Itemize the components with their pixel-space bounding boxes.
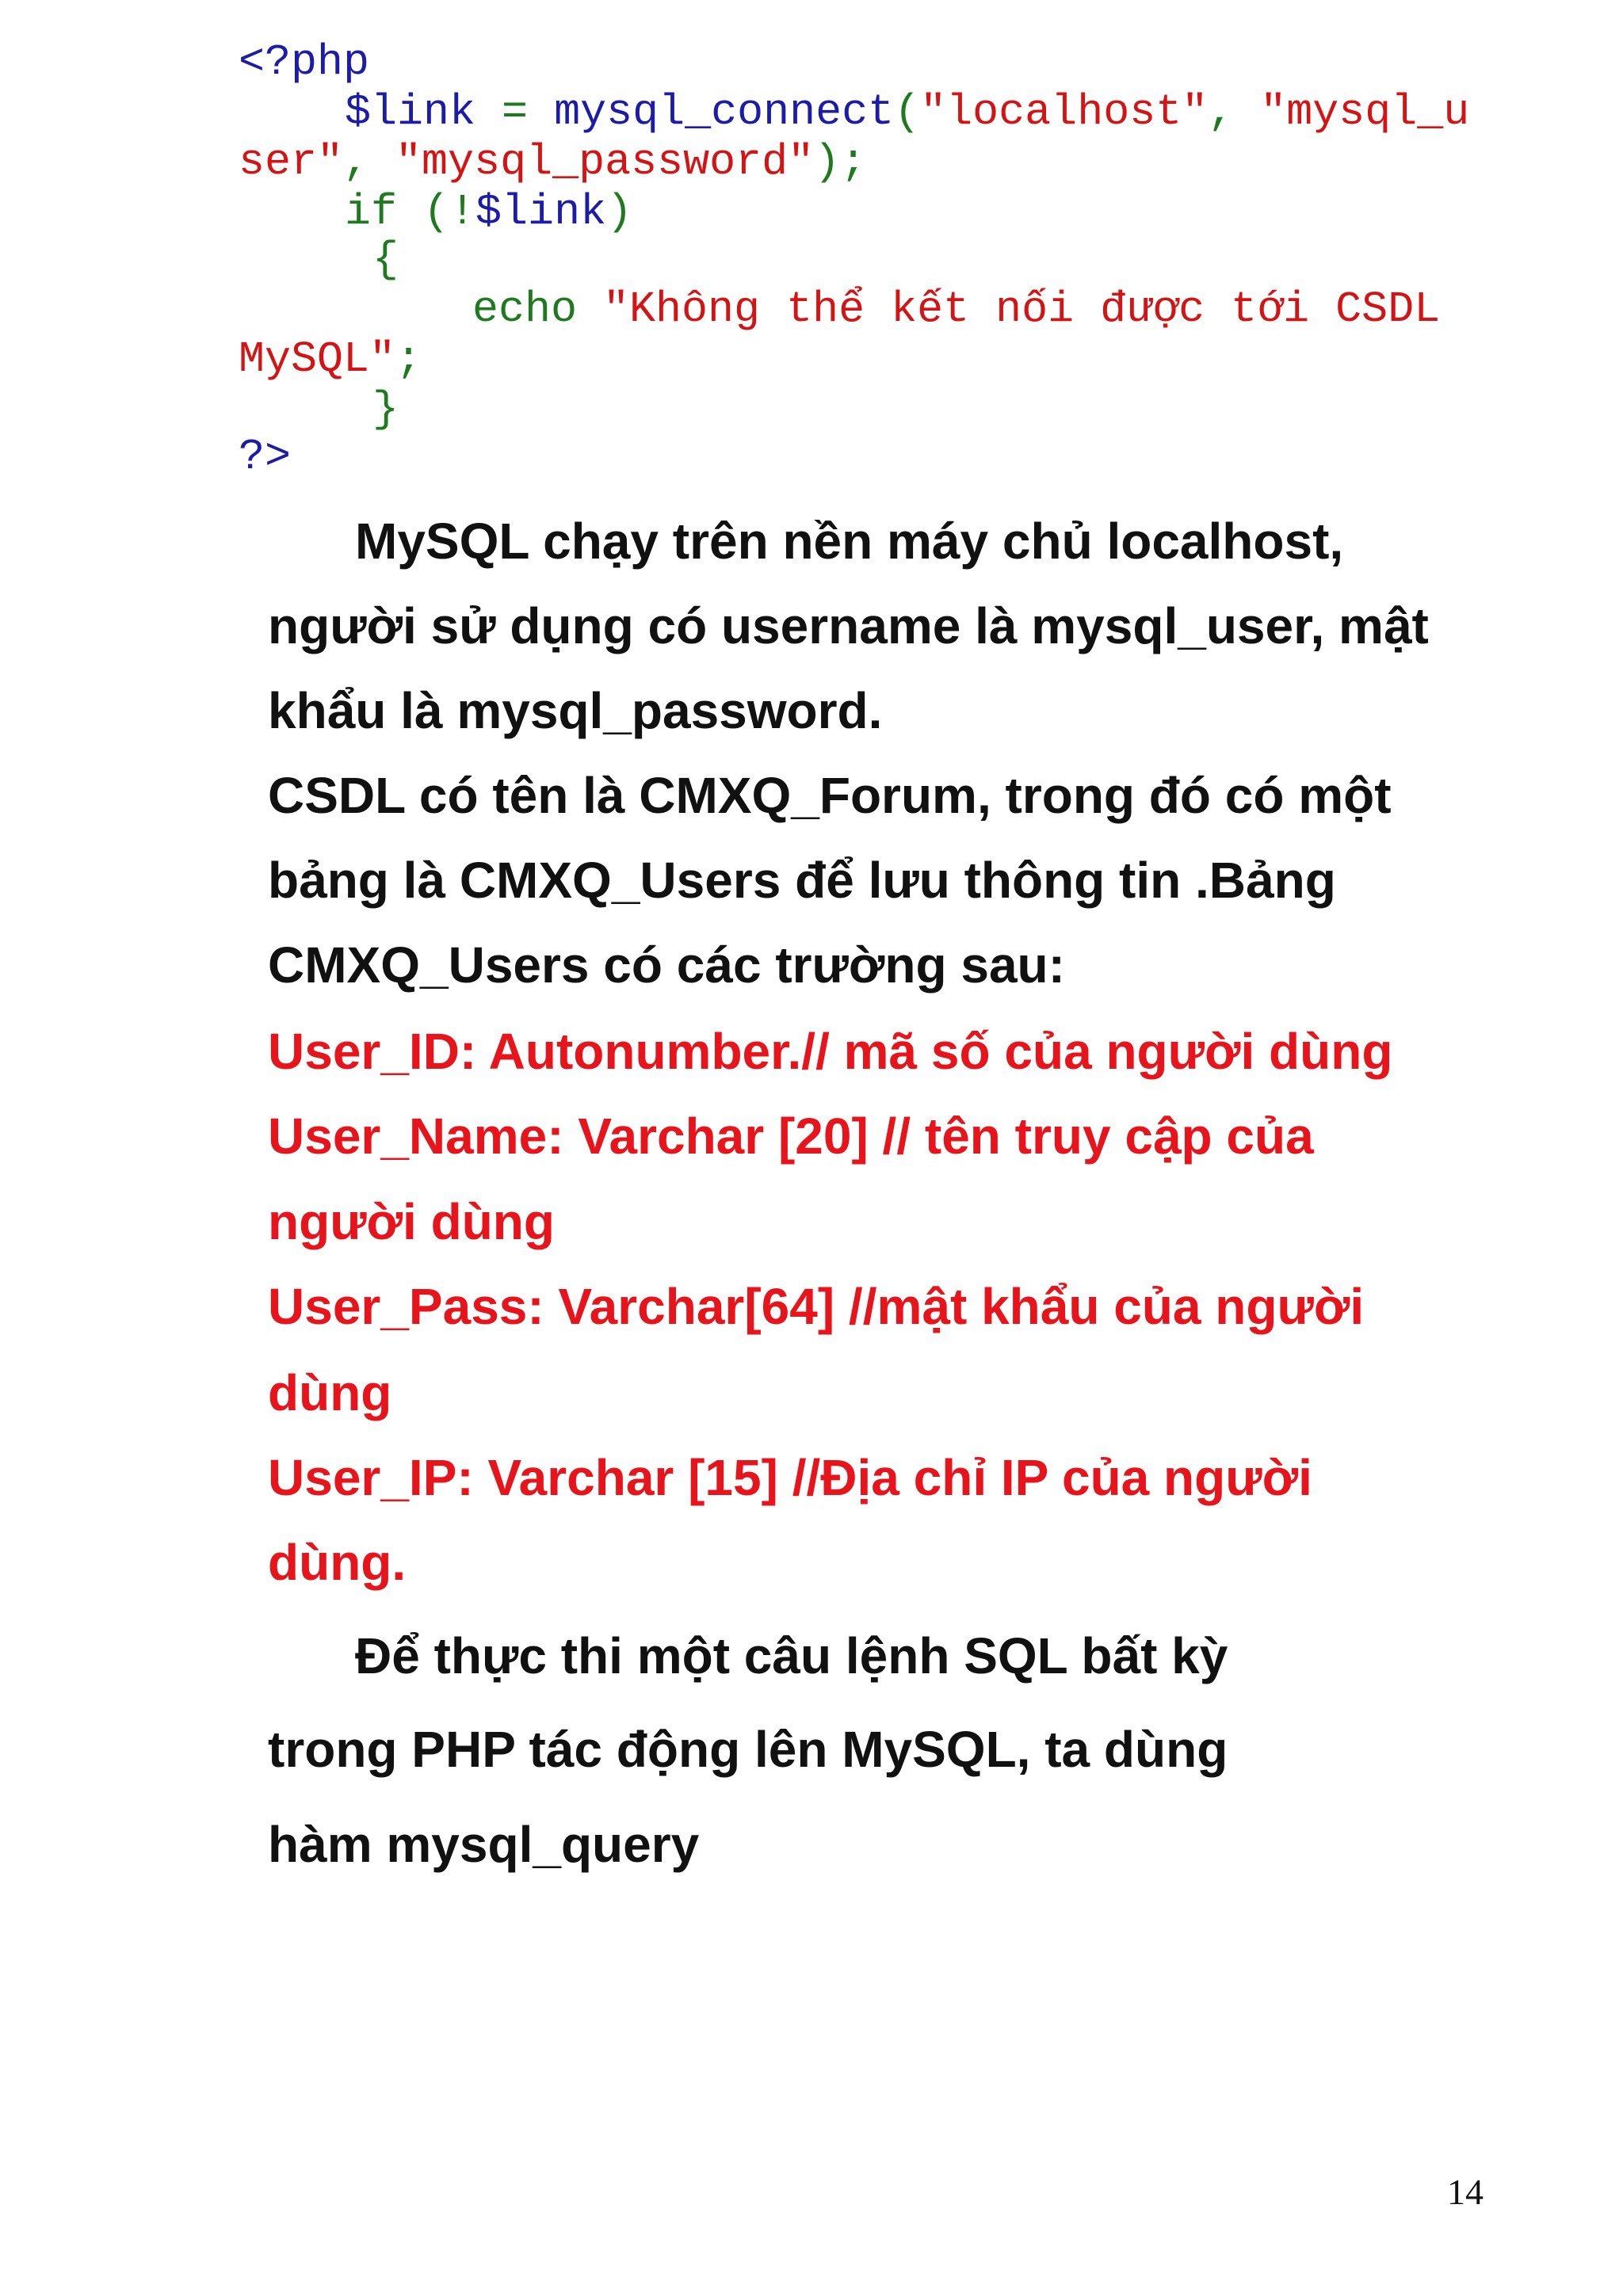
code-token: $link <box>475 187 607 237</box>
paragraph-line: khẩu là mysql_password. <box>268 682 883 739</box>
code-token: "Không thể kết nối được tới CSDL <box>603 284 1441 334</box>
code-line <box>239 433 291 482</box>
code-line <box>239 335 422 384</box>
field-definition-line: User_Pass: Varchar[64] //mật khẩu của người <box>268 1278 1365 1335</box>
code-token: echo <box>472 284 604 334</box>
code-line <box>472 285 1440 334</box>
paragraph-line: bảng là CMXQ_Users để lưu thông tin .Bảng <box>268 852 1336 909</box>
code-token: ?> <box>239 432 292 482</box>
code-token: "mysql_u <box>1260 87 1470 137</box>
field-definition-line: User_IP: Varchar [15] //Địa chỉ IP của người <box>268 1449 1312 1506</box>
code-token: if <box>345 187 424 237</box>
field-definition-line: người dùng <box>268 1193 555 1250</box>
code-token: = <box>475 87 555 137</box>
code-token: ); <box>814 137 867 187</box>
code-token: } <box>372 384 399 434</box>
code-token: ; <box>395 334 422 384</box>
code-token: { <box>372 235 399 284</box>
code-token: (! <box>423 187 476 237</box>
code-token: mysql_connect <box>554 87 895 137</box>
code-token: "localhost" <box>920 87 1209 137</box>
paragraph-line: MySQL chạy trên nền máy chủ localhost, <box>355 513 1344 570</box>
code-token: ser" <box>239 137 344 187</box>
code-token: MySQL" <box>239 334 396 384</box>
paragraph-line: CMXQ_Users có các trường sau: <box>268 936 1065 994</box>
code-token: <?php <box>239 37 370 87</box>
code-line <box>345 88 1469 137</box>
code-line <box>239 38 369 87</box>
field-definition-line: User_ID: Autonumber.// mã số của người dùng <box>268 1023 1393 1080</box>
paragraph-line: CSDL có tên là CMXQ_Forum, trong đó có một <box>268 767 1392 824</box>
code-line <box>345 188 632 237</box>
code-line <box>372 235 399 284</box>
code-token: , <box>1208 87 1261 137</box>
paragraph-line: Để thực thi một câu lệnh SQL bất kỳ <box>355 1627 1228 1684</box>
paragraph-line: hàm mysql_query <box>268 1816 700 1873</box>
code-token: $link <box>345 87 476 137</box>
code-token: ) <box>606 187 633 237</box>
code-token: ( <box>894 87 921 137</box>
code-token: , <box>343 137 396 187</box>
code-token: "mysql_password" <box>395 137 815 187</box>
code-line <box>239 138 866 187</box>
code-line <box>372 385 399 434</box>
field-definition-line: dùng. <box>268 1534 407 1591</box>
paragraph-line: trong PHP tác động lên MySQL, ta dùng <box>268 1721 1228 1778</box>
field-definition-line: dùng <box>268 1364 392 1421</box>
page-number: 14 <box>1447 2172 1484 2212</box>
paragraph-line: người sử dụng có username là mysql_user, mật <box>268 597 1429 654</box>
field-definition-line: User_Name: Varchar [20] // tên truy cập của <box>268 1108 1314 1165</box>
